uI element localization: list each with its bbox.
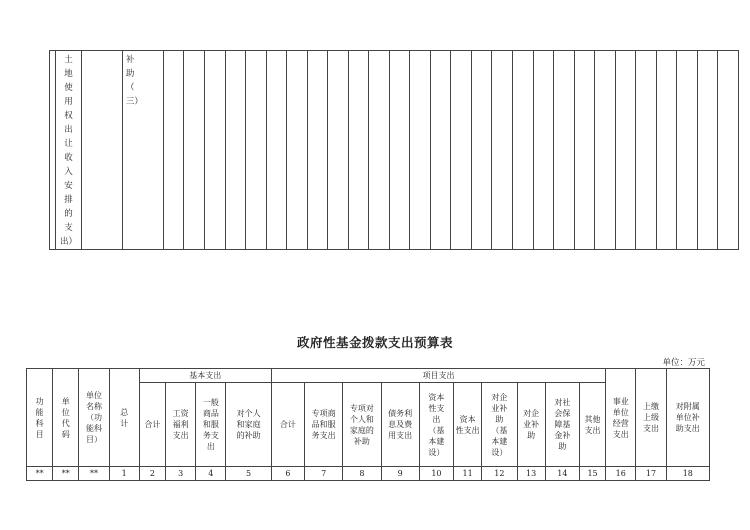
header-text-line: （基 — [491, 425, 508, 435]
column-number-cell: 2 — [139, 467, 165, 481]
header-text-line: 和服 — [202, 420, 219, 429]
header-text-line: 其他 — [584, 414, 601, 424]
header-text-line: 使 — [64, 83, 73, 93]
column-number-cell: 1 — [109, 467, 139, 481]
header-text-line: 安 — [64, 181, 73, 191]
header-text-line: 单位 — [85, 391, 102, 400]
header-basic-expenditure: 基本支出 — [139, 369, 271, 383]
header-basic-col — [226, 383, 271, 467]
header-basic-col — [196, 383, 226, 467]
column-number-cell: 9 — [381, 467, 419, 481]
header-text-line: 排 — [64, 195, 73, 205]
header-text-line: 务支 — [202, 431, 219, 440]
header-text-line: 金补 — [554, 431, 571, 440]
header-text-line: 支出 — [584, 425, 601, 435]
column-number-cell: 10 — [419, 467, 453, 481]
header-text-line: 代 — [61, 418, 70, 428]
top-cell — [205, 51, 226, 250]
top-cell — [718, 51, 739, 250]
header-text-line: 上缴 — [642, 402, 659, 411]
header-text-line: 对个人 — [236, 409, 261, 418]
header-text-line: 出） — [59, 237, 77, 247]
header-text-line: 功 — [35, 396, 44, 406]
column-number-cell: ** — [27, 467, 53, 481]
header-text-line: 助支出 — [675, 424, 700, 433]
top-cell — [389, 51, 410, 250]
header-text-line: 能科 — [85, 424, 102, 433]
header-business-unit-expenditure — [606, 369, 636, 467]
column-number-cell: 14 — [545, 467, 579, 481]
header-text-line: 出 — [206, 442, 215, 451]
top-cell — [512, 51, 533, 250]
header-project-expenditure: 项目支出 — [271, 369, 605, 383]
header-text-line: 让 — [64, 139, 73, 149]
header-text-line: 用支出 — [388, 431, 413, 440]
header-text-line: 能 — [35, 407, 44, 417]
page-title: 政府性基金拨款支出预算表 — [296, 335, 453, 350]
header-project-col — [305, 383, 343, 467]
top-cell — [636, 51, 657, 250]
header-basic-col — [166, 383, 196, 467]
header-text-line: 家庭的 — [349, 425, 374, 435]
header-text-line: 个人和 — [349, 414, 374, 424]
header-text-line: 合计 — [144, 420, 161, 429]
budget-table — [26, 368, 710, 481]
top-cell — [287, 51, 308, 250]
header-project-col — [454, 383, 482, 467]
header-text-line: 目） — [85, 435, 102, 444]
header-project-col — [419, 383, 453, 467]
header-project-col — [343, 383, 381, 467]
header-text-line: 设） — [491, 447, 508, 457]
header-remit-superior-expenditure — [636, 369, 666, 467]
header-text-line: 对社 — [554, 398, 571, 407]
header-text-line: 的 — [64, 209, 73, 219]
header-unit-name — [79, 369, 109, 467]
header-func-subject — [27, 369, 53, 467]
header-text-line: 科 — [35, 418, 44, 428]
top-cell — [246, 51, 267, 250]
column-number-cell: ** — [53, 467, 79, 481]
header-text-line: 业补 — [523, 420, 540, 429]
header-text-line: 经营 — [612, 418, 629, 428]
header-text-line: 上级 — [642, 413, 659, 422]
header-text-line: 障基 — [554, 420, 571, 429]
header-text-line: 支 — [64, 223, 73, 233]
header-text-line: 性支 — [428, 403, 445, 413]
column-number-cell: 4 — [196, 467, 226, 481]
header-text-line: 福利 — [172, 420, 189, 429]
column-number-cell: 18 — [666, 467, 709, 481]
header-text-line: 总 — [120, 407, 129, 417]
header-text-line: 资本 — [428, 392, 445, 402]
header-group-row — [27, 369, 710, 383]
header-text-line: 专项对 — [349, 403, 374, 413]
top-cell — [225, 51, 246, 250]
header-text-line: 业补 — [491, 403, 508, 413]
header-project-col — [517, 383, 545, 467]
column-number-cell: 7 — [305, 467, 343, 481]
column-number-cell: 17 — [636, 467, 666, 481]
top-cell — [677, 51, 698, 250]
column-number-cell: 6 — [271, 467, 304, 481]
header-text-line: 地 — [64, 69, 73, 79]
top-cell — [471, 51, 492, 250]
header-text-line: 债务利 — [388, 409, 413, 418]
header-text-line: 单位补 — [675, 413, 700, 422]
header-text-line: 支出 — [642, 424, 659, 433]
header-text-line: 一般 — [202, 398, 219, 407]
header-text-line: 合计 — [279, 420, 296, 429]
top-cell — [430, 51, 451, 250]
top-func-subject-cell — [56, 51, 82, 250]
header-text-line: 用 — [64, 97, 73, 107]
header-text-line: 补助 — [353, 436, 370, 446]
header-text-line: 助 — [495, 414, 504, 424]
header-text-line: 息及费 — [388, 420, 413, 429]
top-cell — [533, 51, 554, 250]
header-text-line: 支出 — [612, 429, 629, 439]
top-row — [50, 51, 739, 250]
header-project-col — [545, 383, 579, 467]
header-text-line: 助 — [527, 431, 536, 440]
top-cell — [615, 51, 636, 250]
top-item-text — [123, 51, 163, 109]
header-text-line: 和家庭 — [236, 420, 261, 429]
header-text-line: （基 — [428, 425, 445, 435]
header-text-line: 务支出 — [311, 431, 336, 440]
header-project-col — [271, 383, 304, 467]
top-cell — [554, 51, 575, 250]
header-text-line: 本建 — [428, 436, 445, 446]
header-text-line: 权 — [64, 111, 73, 121]
header-text-line: 目 — [35, 429, 44, 439]
header-text-line: 专项商 — [311, 409, 336, 418]
header-text-line: 三） — [125, 97, 143, 107]
top-cell — [163, 51, 184, 250]
top-func-subject-text — [56, 51, 81, 249]
column-number-cell: ** — [79, 467, 109, 481]
column-number-cell: 12 — [482, 467, 517, 481]
header-text-line: 码 — [61, 429, 70, 439]
header-text-line: 名称 — [85, 402, 102, 411]
top-cell — [184, 51, 205, 250]
top-cell — [348, 51, 369, 250]
header-text-line: 对企 — [491, 392, 508, 402]
top-cell — [81, 51, 122, 250]
header-project-col — [381, 383, 419, 467]
header-basic-col — [139, 383, 165, 467]
header-text-line: （ — [125, 83, 135, 93]
header-text-line: 的补助 — [236, 431, 261, 440]
top-cell — [656, 51, 677, 250]
column-number-cell: 8 — [343, 467, 381, 481]
header-text-line: 单 — [61, 396, 70, 406]
header-text-line: 支出 — [172, 431, 189, 440]
header-text-line: 设） — [428, 447, 445, 457]
header-text-line: 会保 — [554, 409, 571, 418]
header-text-line: 事业 — [612, 396, 629, 406]
column-number-cell: 15 — [579, 467, 605, 481]
header-text-line: 助 — [558, 442, 567, 451]
header-text-line: 收 — [64, 153, 73, 163]
top-cell — [451, 51, 472, 250]
header-text-line: 补 — [125, 55, 135, 65]
header-text-line: 性支出 — [455, 425, 480, 435]
header-text-line: 出 — [432, 414, 441, 424]
top-cell — [307, 51, 328, 250]
header-text-line: 对附属 — [675, 402, 700, 411]
top-cell — [697, 51, 718, 250]
column-number-cell: 11 — [454, 467, 482, 481]
unit-label: 单位：万元 — [662, 358, 705, 368]
top-cell — [492, 51, 513, 250]
top-cell — [595, 51, 616, 250]
header-text-line: 入 — [64, 167, 73, 177]
header-subsidiary-subsidy-expenditure — [666, 369, 709, 467]
header-text-line: 品和服 — [311, 420, 336, 429]
header-total — [109, 369, 139, 467]
header-text-line: 单位 — [612, 407, 629, 417]
top-cell — [266, 51, 287, 250]
column-number-cell: 5 — [226, 467, 271, 481]
top-cell — [574, 51, 595, 250]
header-text-line: 土 — [64, 55, 73, 65]
top-cell — [328, 51, 349, 250]
top-continuation-table — [49, 50, 739, 250]
header-text-line: 助 — [125, 69, 135, 79]
header-unit-code — [53, 369, 79, 467]
header-text-line: 位 — [61, 407, 70, 417]
column-number-cell: 3 — [166, 467, 196, 481]
header-project-col — [579, 383, 605, 467]
column-number-cell: 16 — [606, 467, 636, 481]
header-text-line: 对企 — [523, 409, 540, 418]
header-text-line: 商品 — [202, 409, 219, 418]
header-text-line: 本建 — [491, 436, 508, 446]
header-project-col — [482, 383, 517, 467]
header-text-line: 工资 — [172, 409, 189, 418]
top-item-cell — [122, 51, 163, 250]
top-cell — [410, 51, 431, 250]
header-text-line: 计 — [120, 418, 129, 428]
header-text-line: （功 — [85, 413, 102, 422]
column-number-row — [27, 467, 710, 481]
column-number-cell: 13 — [517, 467, 545, 481]
header-text-line: 资本 — [459, 414, 476, 424]
header-text-line: 出 — [64, 125, 73, 135]
top-cell — [369, 51, 390, 250]
